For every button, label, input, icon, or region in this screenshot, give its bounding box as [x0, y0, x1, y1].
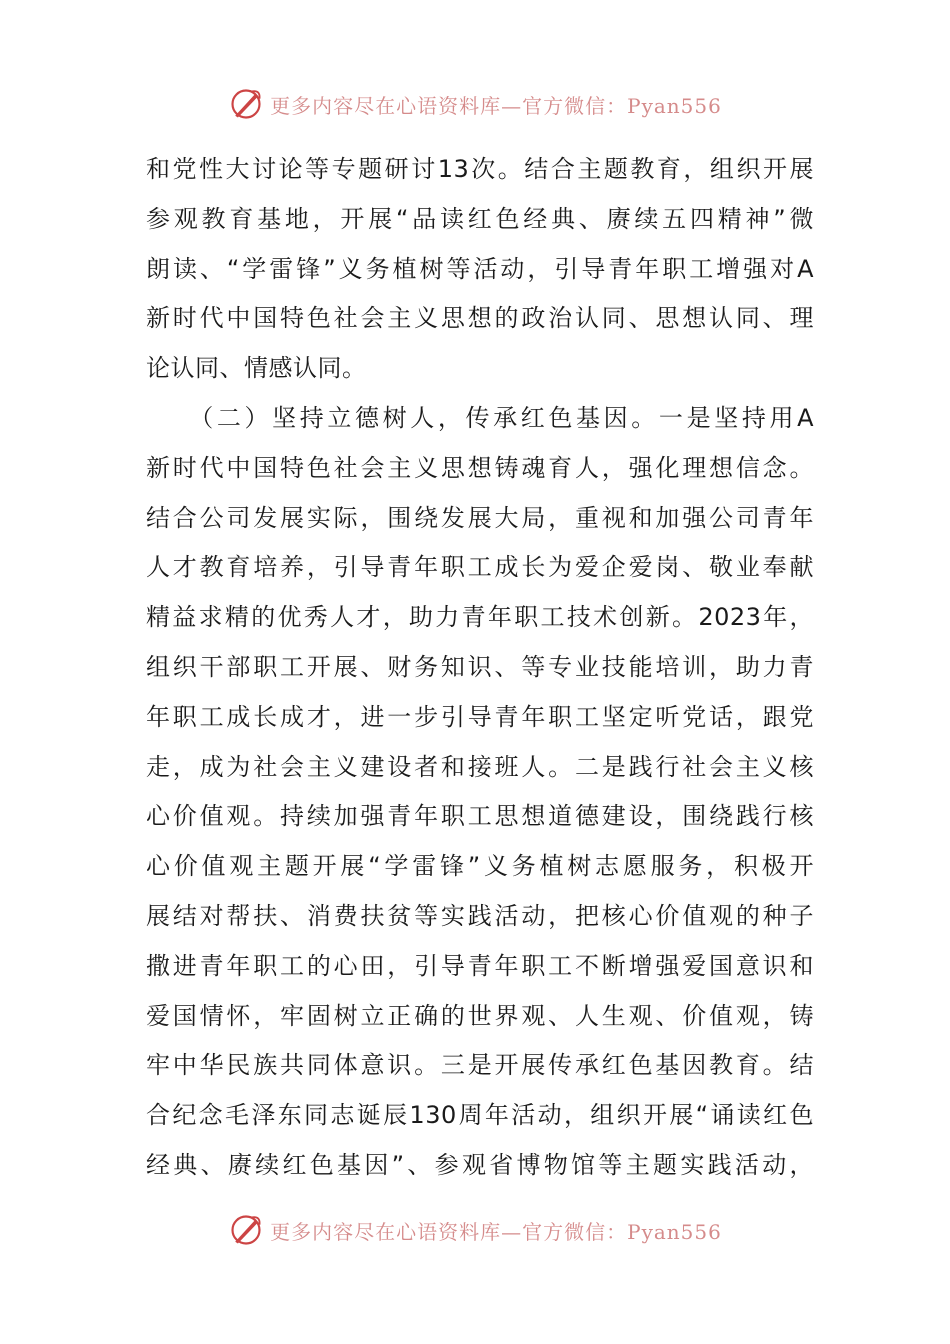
text-line: 人才教育培养，引导青年职工成长为爱企爱岗、敬业奉献	[146, 553, 814, 582]
text-line: 经典、赓续红色基因”、参观省博物馆等主题实践活动，	[146, 1150, 814, 1179]
text-line: 和党性大讨论等专题研讨13次。结合主题教育，组织开展	[146, 155, 814, 183]
text-line: 走，成为社会主义建设者和接班人。二是践行社会主义核	[146, 752, 814, 781]
text-line: 新时代中国特色社会主义思想的政治认同、思想认同、理	[146, 304, 814, 333]
quill-logo-icon	[228, 86, 264, 122]
body-text	[146, 145, 814, 1191]
text-line: 牢中华民族共同体意识。三是开展传承红色基因教育。结	[146, 1051, 814, 1080]
text-line: 合纪念毛泽东同志诞辰130周年活动，组织开展“诵读红色	[146, 1101, 814, 1130]
text-line: 组织干部职工开展、财务知识、等专业技能培训，助力青	[146, 652, 814, 681]
text-line: 心价值观主题开展“学雷锋”义务植树志愿服务，积极开	[146, 852, 814, 881]
text-line: 撒进青年职工的心田，引导青年职工不断增强爱国意识和	[146, 951, 814, 980]
watermark-text: 更多内容尽在心语资料库—官方微信：Pyan556	[270, 1219, 722, 1244]
text-line: 年职工成长成才，进一步引导青年职工坚定听党话，跟党	[146, 702, 814, 731]
text-line: 结合公司发展实际，围绕发展大局，重视和加强公司青年	[146, 503, 814, 532]
quill-logo-icon	[228, 1212, 264, 1248]
text-line: 新时代中国特色社会主义思想铸魂育人，强化理想信念。	[146, 453, 814, 482]
text-line: 爱国情怀，牢固树立正确的世界观、人生观、价值观，铸	[146, 1001, 814, 1030]
text-line: 朗读、“学雷锋”义务植树等活动，引导青年职工增强对A	[146, 254, 814, 283]
header-watermark	[0, 84, 950, 124]
text-line: 参观教育基地，开展“品读红色经典、赓续五四精神”微	[146, 204, 814, 233]
text-line: 展结对帮扶、消费扶贫等实践活动，把核心价值观的种子	[146, 901, 814, 930]
text-line: （二）坚持立德树人，传承红色基因。一是坚持用A	[146, 403, 814, 432]
text-line: 心价值观。持续加强青年职工思想道德建设，围绕践行核	[146, 802, 814, 831]
watermark-text: 更多内容尽在心语资料库—官方微信：Pyan556	[270, 93, 722, 118]
text-line: 论认同、情感认同。	[146, 354, 367, 383]
footer-watermark	[0, 1210, 950, 1250]
text-line: 精益求精的优秀人才，助力青年职工技术创新。2023年，	[146, 603, 814, 632]
